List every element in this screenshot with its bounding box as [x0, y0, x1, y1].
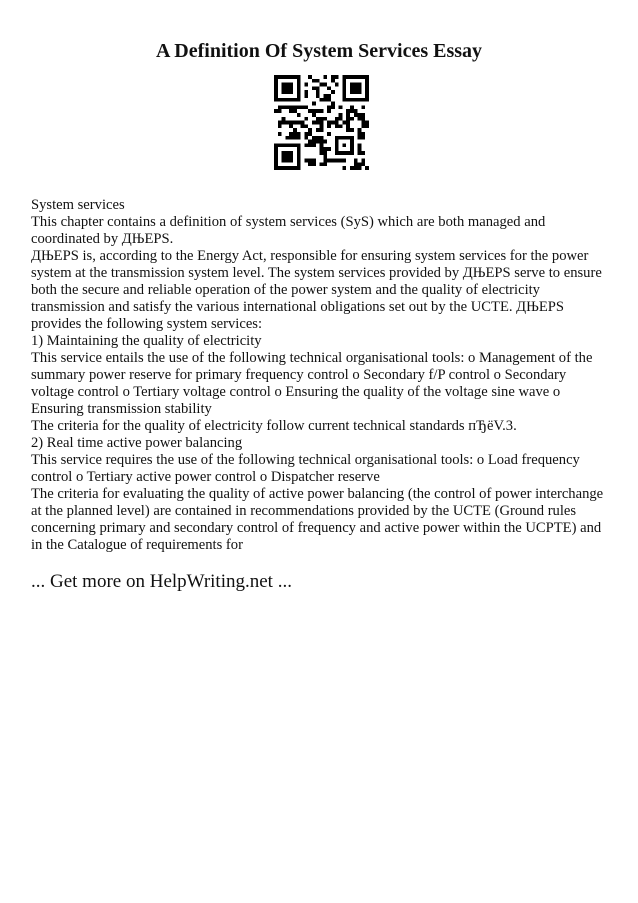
- page-title: A Definition Of System Services Essay: [155, 40, 483, 62]
- paragraph: 1) Maintaining the quality of electricity: [31, 333, 262, 349]
- paragraph: 2) Real time active power balancing: [31, 435, 243, 451]
- paragraph: The criteria for evaluating the quality of active power balancing (the control of power interchange at the planned level) are contained in recommendations provided by the UCTE (Ground rules concerning primary and secondary control of frequency and active power within the UCPTE) and in the Catalogue of requirements for: [31, 486, 604, 553]
- paragraph: This service requires the use of the following technical organisational tools: o Load frequency control o Tertiary active power control o Dispatcher reserve: [31, 452, 580, 485]
- get-more-link[interactable]: ... Get more on HelpWriting.net ...: [31, 571, 292, 592]
- qr-code-icon: [274, 75, 369, 170]
- paragraph: ДЊEPS is, according to the Energy Act, responsible for ensuring system services for the power system at the transmission system level. The system services provided by ДЊEPS serve to ensure both the secure and reliable operation of the power system and the quality of electricity transmission and satisfy the various international obligations set out by the UCTE. ДЊEPS provides the following system services:: [31, 248, 602, 332]
- paragraph: This chapter contains a definition of system services (SyS) which are both managed and coordinated by ДЊEPS.: [31, 214, 546, 247]
- paragraph: The criteria for the quality of electricity follow current technical standards пЂёV.3.: [31, 418, 517, 434]
- essay-body: [31, 197, 611, 554]
- paragraph: System services: [31, 197, 125, 213]
- paragraph: This service entails the use of the following technical organisational tools: o Management of the summary power reserve for primary frequency control o Secondary f/P control o Secondary voltage control o Tertiary voltage control o Ensuring the quality of the voltage sine wave o Ensuring transmission stability: [31, 350, 593, 417]
